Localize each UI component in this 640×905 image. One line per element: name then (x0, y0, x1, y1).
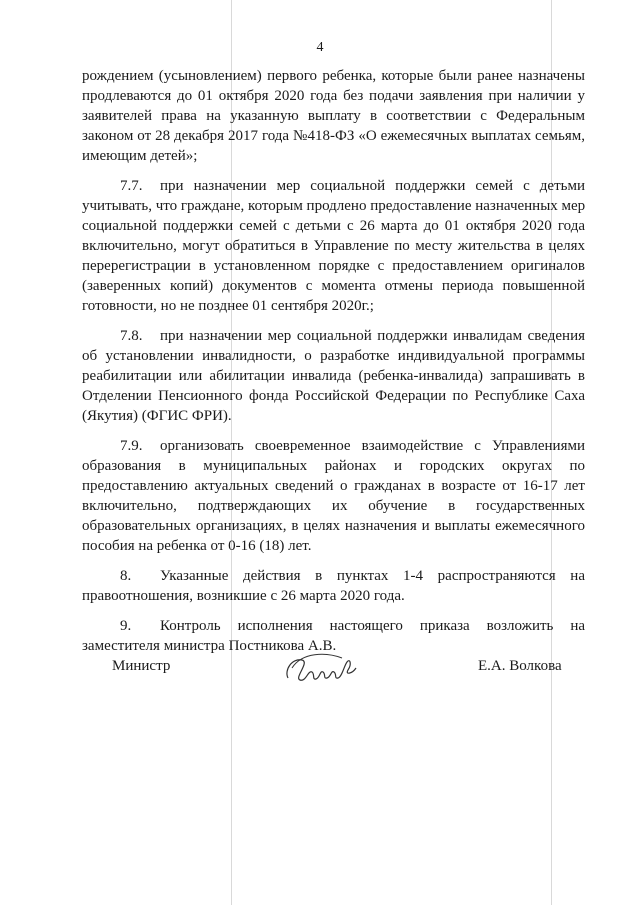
paragraph-line: продлеваются до 01 октября 2020 года без подачи заявления при наличии у (82, 88, 585, 104)
item-first-line: организовать своевременное взаимодействие с Управлениями (160, 438, 585, 454)
paragraph-line: заявителей права на указанную выплату в соответствии с Федеральным (82, 108, 585, 124)
paragraph-line: заместителя министра Постникова А.В. (82, 638, 337, 654)
paragraph-line: Отделении Пенсионного фонда Российской Федерации по Республике Саха (82, 388, 585, 404)
item-number: 7.8. (120, 328, 143, 344)
paragraph-line: рождением (усыновлением) первого ребенка, которые были ранее назначены (82, 68, 585, 84)
paragraph-line: об установлении инвалидности, о разработке индивидуальной программы (82, 348, 585, 364)
paragraph-line: (заверенных копий) документов с момента отмены периода повышенной (82, 278, 585, 294)
paragraph-line: готовности, но не позднее 01 сентября 2020г.; (82, 298, 374, 314)
paragraph-line: предоставлению актуальных сведений о гражданах в возрасте от 16-17 лет (82, 478, 585, 494)
page-number: 4 (316, 40, 324, 55)
paragraph-line: образовательных организациях, в целях назначения и выплаты ежемесячного (82, 518, 585, 534)
item-number: 7.7. (120, 178, 143, 194)
paragraph-line: учитывать, что граждане, которым продлено предоставление назначенных мер (82, 198, 586, 214)
paragraph-line: (Якутия) (ФГИС ФРИ). (82, 408, 232, 424)
paragraph-line: правоотношения, возникшие с 26 марта 2020 года. (82, 588, 405, 604)
paragraph-line: имеющим детей»; (82, 148, 198, 164)
paragraph-line: законом от 28 декабря 2017 года №418-ФЗ «О ежемесячных выплатах семьям, (82, 128, 585, 144)
handwritten-signature (282, 648, 362, 688)
item-first-line: Контроль исполнения настоящего приказа возложить на (160, 618, 585, 634)
item-number: 7.9. (120, 438, 143, 454)
paragraph-line: образования в муниципальных районах и городских округах по (82, 458, 585, 474)
item-first-line: при назначении мер социальной поддержки инвалидам сведения (160, 328, 585, 344)
signatory-title: Министр (112, 658, 171, 674)
signatory-name: Е.А. Волкова (478, 658, 562, 674)
paragraph-line: пособия на ребенка от 0-16 (18) лет. (82, 538, 312, 554)
item-number: 8. (120, 568, 132, 584)
paragraph-line: перерегистрации в установленном порядке с предоставлением оригиналов (82, 258, 585, 274)
paragraph-line: включительно, могут обратиться в Управление по месту жительства в целях (82, 238, 585, 254)
item-first-line: Указанные действия в пунктах 1-4 распространяются на (160, 568, 585, 584)
item-first-line: при назначении мер социальной поддержки семей с детьми (160, 178, 585, 194)
item-number: 9. (120, 618, 132, 634)
paragraph-line: включительно, подтверждающих их обучение в государственных (82, 498, 585, 514)
paragraph-line: реабилитации или абилитации инвалида (ребенка-инвалида) запрашивать в (82, 368, 585, 384)
paragraph-line: социальной поддержки семей с детьми с 26 марта до 01 октября 2020 года (82, 218, 585, 234)
